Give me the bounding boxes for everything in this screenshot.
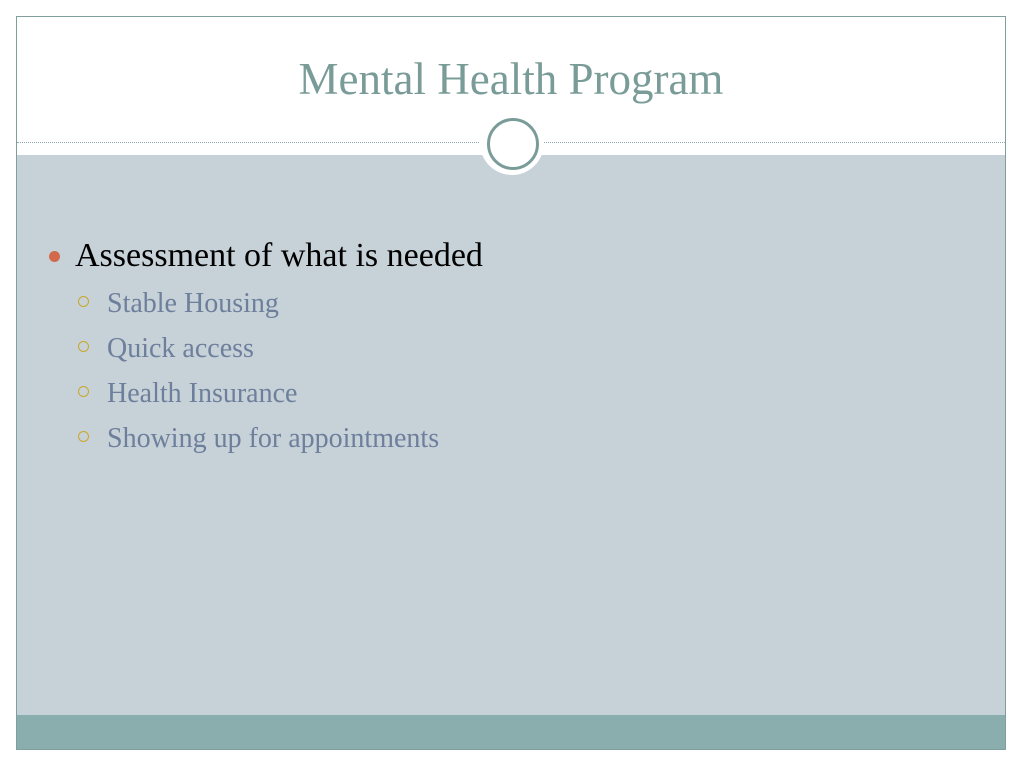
hollow-circle-bullet-icon (78, 341, 89, 352)
bullet-text: Assessment of what is needed (75, 237, 483, 274)
filled-dot-bullet-icon (49, 251, 60, 262)
sub-bullet-text: Quick access (107, 333, 254, 364)
circle-ring-ornament-icon (480, 111, 544, 175)
hollow-circle-bullet-icon (78, 431, 89, 442)
slide-title: Mental Health Program (298, 54, 724, 104)
sub-bullet-item (47, 371, 947, 416)
hollow-circle-bullet-icon (78, 296, 89, 307)
sub-bullet-text: Stable Housing (107, 288, 279, 319)
slide (16, 16, 1006, 750)
hollow-circle-bullet-icon (78, 386, 89, 397)
sub-bullet-text: Health Insurance (107, 378, 298, 409)
sub-bullet-text: Showing up for appointments (107, 423, 440, 454)
ring-icon (487, 118, 539, 170)
sub-bullet-item (47, 416, 947, 461)
bullet-list (47, 233, 947, 461)
sub-bullet-item (47, 281, 947, 326)
sub-bullet-item (47, 326, 947, 371)
footer-bar (17, 715, 1005, 749)
bullet-item (47, 233, 947, 279)
